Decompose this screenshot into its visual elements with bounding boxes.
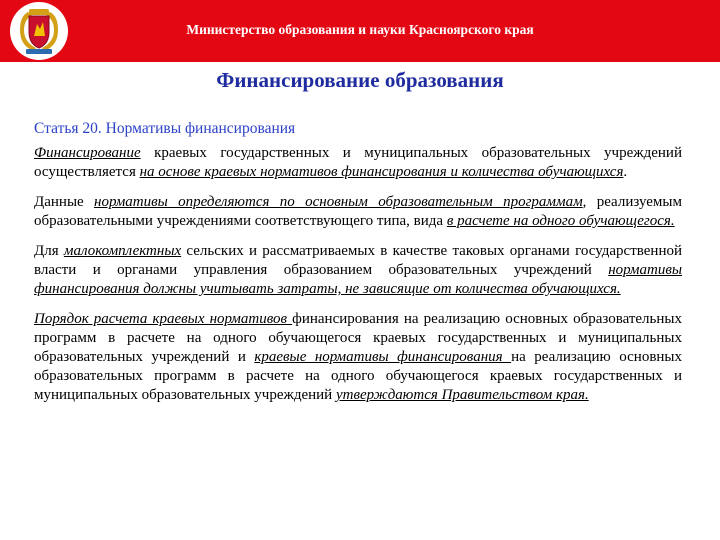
header-bar bbox=[0, 0, 720, 62]
text: Данные bbox=[34, 194, 94, 210]
emphasis: нормативы определяются по основным образовательным программам bbox=[94, 194, 583, 210]
text: . bbox=[623, 164, 628, 180]
text: краевых государственных и муниципальных образовательных учреждений осуществляется bbox=[34, 145, 682, 180]
text: финансирования на реализацию основных образовательных программ в расчете на одного обучающегося краевых государственных и муниципальных образовательных учреждений и bbox=[34, 311, 682, 365]
page-title: Финансирование образования bbox=[216, 68, 504, 92]
emphasis: в расчете на одного обучающегося. bbox=[446, 213, 675, 229]
term-calculation-order: Порядок расчета краевых нормативов bbox=[34, 311, 293, 327]
emphasis: нормативы финансирования должны учитывать затраты, не зависящие от количества обучающихся. bbox=[34, 262, 682, 297]
term-financing: Финансирование bbox=[34, 145, 141, 161]
krasnoyarsk-coat-of-arms-icon bbox=[10, 2, 68, 60]
ministry-name: Министерство образования и науки Красноярского края bbox=[186, 22, 534, 37]
article-heading: Статья 20. Нормативы финансирования bbox=[34, 120, 296, 137]
emphasis: на основе краевых нормативов финансирования и количества обучающихся bbox=[139, 164, 624, 180]
text: , реализуемым образовательными учреждениями соответствующего типа, вида bbox=[34, 194, 682, 229]
paragraph-normatives bbox=[34, 193, 682, 231]
article-content bbox=[34, 120, 682, 416]
term-small-schools: малокомплектных bbox=[63, 243, 182, 259]
paragraph-financing bbox=[34, 144, 682, 182]
paragraph-calculation-order bbox=[34, 310, 682, 405]
emblem bbox=[10, 2, 68, 60]
emphasis: краевые нормативы финансирования bbox=[254, 349, 512, 365]
paragraph-small-schools bbox=[34, 242, 682, 299]
text: на реализацию основных образовательных программ в расчете на одного обучающегося краевых государственных и муниципальных образовательных учреждений bbox=[34, 349, 683, 403]
emphasis: утверждаются Правительством края. bbox=[335, 387, 589, 403]
text: Для bbox=[34, 243, 64, 259]
text: сельских и рассматриваемых в качестве таковых органами государственной власти и органами управления образованием образовательных учреждений bbox=[34, 243, 682, 278]
